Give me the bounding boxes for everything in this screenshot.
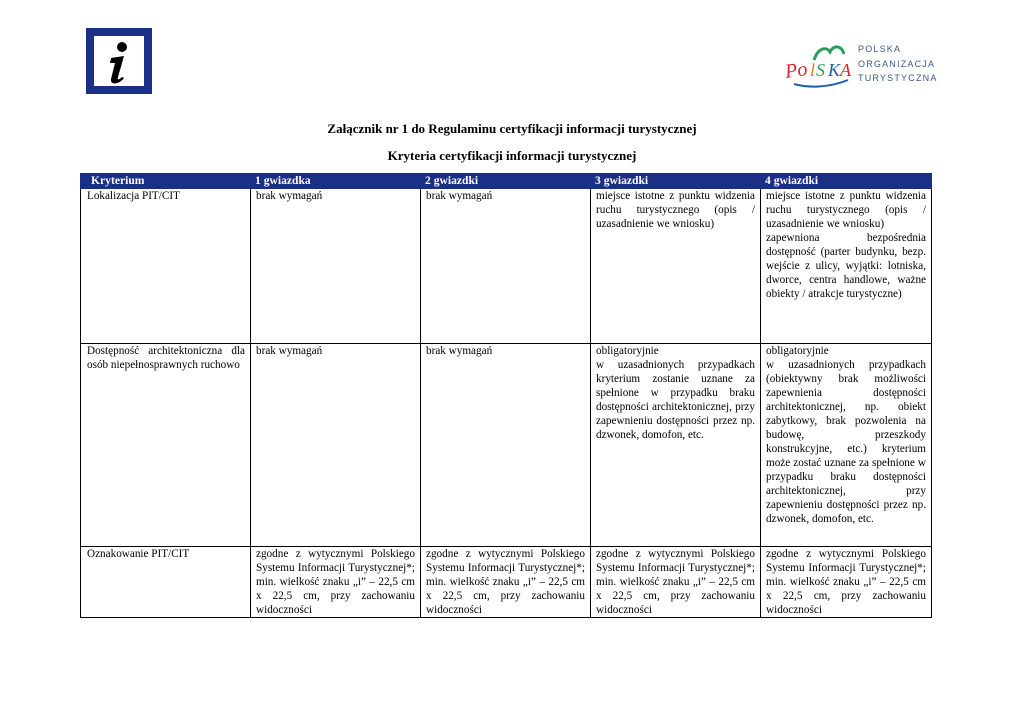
svg-text:K: K	[828, 60, 841, 80]
table-cell: zgodne z wytycznymi Polskiego Systemu Informacji Turystycznej*; min. wielkość znaku „i” – 22,5 cm x 22,5 cm, przy zachowaniu widoczności	[251, 547, 421, 618]
organization-name: POLSKA ORGANIZACJA TURYSTYCZNA	[858, 44, 938, 83]
document-title: Załącznik nr 1 do Regulaminu certyfikacji informacji turystycznej	[327, 121, 697, 136]
svg-text:S: S	[816, 60, 825, 80]
table-cell: brak wymagań	[421, 189, 591, 344]
criterion-cell: Lokalizacja PIT/CIT	[81, 189, 251, 344]
polska-organizacja-turystyczna-logo	[784, 42, 938, 92]
table-cell: zgodne z wytycznymi Polskiego Systemu Informacji Turystycznej*; min. wielkość znaku „i” – 22,5 cm x 22,5 cm, przy zachowaniu widoczności	[591, 547, 761, 618]
info-i-icon	[86, 28, 152, 94]
header-1-star: 1 gwiazdka	[251, 174, 421, 189]
table-cell: obligatoryjnie w uzasadnionych przypadkach (obiektywny brak możliwości zapewnienia dostępności architektonicznej, np. obiekt zabytkowy, brak pozwolenia na budowę, przeszkody konstrukcyjne, etc.) kryterium może zostać uznane za spełnione w przypadku braku dostępności architektonicznej, przy zapewnieniu dostępności przez np. dzwonek, domofon, etc.	[761, 344, 932, 547]
document-subtitle: Kryteria certyfikacji informacji turystycznej	[387, 148, 637, 163]
header-4-stars: 4 gwiazdki	[761, 174, 932, 189]
table-cell: miejsce istotne z punktu widzenia ruchu turystycznego (opis / uzasadnienie we wniosku)	[591, 189, 761, 344]
header-2-stars: 2 gwiazdki	[421, 174, 591, 189]
table-cell: brak wymagań	[251, 189, 421, 344]
header-3-stars: 3 gwiazdki	[591, 174, 761, 189]
table-cell: miejsce istotne z punktu widzenia ruchu turystycznego (opis / uzasadnienie we wniosku) zapewniona bezpośrednia dostępność (parter budynku, bezp. wejście z ulicy, wyjątki: lotniska, dworce, centra handlowe, ważne obiekty / atrakcje turystyczne)	[761, 189, 932, 344]
table-cell: zgodne z wytycznymi Polskiego Systemu Informacji Turystycznej*; min. wielkość znaku „i” – 22,5 cm x 22,5 cm, przy zachowaniu widoczności	[761, 547, 932, 618]
criterion-cell: Dostępność architektoniczna dla osób niepełnosprawnych ruchowo	[81, 344, 251, 547]
table-cell: brak wymagań	[421, 344, 591, 547]
table-header-row	[81, 174, 932, 189]
svg-text:A: A	[840, 60, 851, 80]
header-criterion: Kryterium	[81, 174, 251, 189]
criterion-cell: Oznakowanie PIT/CIT	[81, 547, 251, 618]
table-row	[81, 344, 932, 547]
table-cell: zgodne z wytycznymi Polskiego Systemu Informacji Turystycznej*; min. wielkość znaku „i” – 22,5 cm x 22,5 cm, przy zachowaniu widoczności	[421, 547, 591, 618]
table-row	[81, 189, 932, 344]
table-cell: obligatoryjnie w uzasadnionych przypadkach kryterium zostanie uznane za spełnione w przypadku braku dostępności architektonicznej, przy zapewnieniu dostępności przez np. dzwonek, domofon, etc.	[591, 344, 761, 547]
tourist-info-logo	[86, 28, 152, 94]
svg-text:l: l	[810, 60, 816, 80]
svg-text:Po: Po	[784, 58, 809, 83]
table-cell: brak wymagań	[251, 344, 421, 547]
table-row	[81, 547, 932, 618]
polska-brand-icon	[784, 42, 856, 92]
criteria-table	[80, 173, 932, 618]
